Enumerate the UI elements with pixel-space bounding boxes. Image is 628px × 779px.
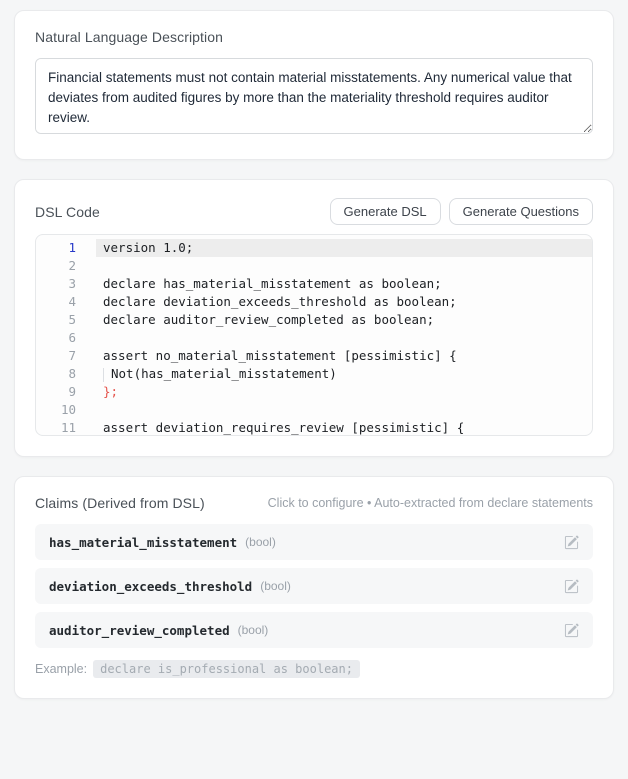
code-line-8[interactable] xyxy=(36,365,592,383)
line-number: 4 xyxy=(68,294,76,309)
line-number: 1 xyxy=(68,240,76,255)
natural-language-title: Natural Language Description xyxy=(35,29,224,45)
dsl-card-header xyxy=(35,198,593,225)
line-content: }; xyxy=(103,384,119,399)
line-content: declare has_material_misstatement as boolean; xyxy=(103,276,442,291)
generate-questions-button[interactable]: Generate Questions xyxy=(449,198,593,225)
claim-type: (bool) xyxy=(260,579,291,593)
line-content: declare auditor_review_completed as boolean; xyxy=(103,312,435,327)
line-number: 3 xyxy=(68,276,76,291)
natural-language-card xyxy=(14,10,614,160)
line-number: 11 xyxy=(60,420,76,435)
code-line-11[interactable] xyxy=(36,419,592,436)
line-content: assert deviation_requires_review [pessimistic] { xyxy=(103,420,465,435)
dsl-code-card xyxy=(14,179,614,457)
code-line-4[interactable] xyxy=(36,293,592,311)
claims-card-header xyxy=(35,495,593,511)
edit-claim-icon[interactable] xyxy=(564,535,579,550)
example-code-chip: declare is_professional as boolean; xyxy=(93,660,360,678)
line-content: assert no_material_misstatement [pessimistic] { xyxy=(103,348,457,363)
generate-dsl-button[interactable]: Generate DSL xyxy=(330,198,441,225)
edit-claim-icon[interactable] xyxy=(564,623,579,638)
line-content xyxy=(96,401,592,419)
claim-name: auditor_review_completed xyxy=(49,622,230,638)
claims-list xyxy=(35,524,593,648)
code-line-3[interactable] xyxy=(36,275,592,293)
line-number: 2 xyxy=(68,258,76,273)
claim-type: (bool) xyxy=(245,535,276,549)
dsl-code-editor[interactable] xyxy=(35,234,593,436)
code-line-5[interactable] xyxy=(36,311,592,329)
line-content: version 1.0; xyxy=(96,239,592,257)
claim-name: deviation_exceeds_threshold xyxy=(49,578,253,594)
line-content xyxy=(96,329,592,347)
claim-type: (bool) xyxy=(237,623,269,637)
line-number: 8 xyxy=(68,366,76,381)
code-line-1[interactable] xyxy=(36,239,592,257)
claim-row-deviation_exceeds_threshold[interactable] xyxy=(35,568,593,604)
claim-row-has_material_misstatement[interactable] xyxy=(35,524,593,560)
line-number: 7 xyxy=(68,348,76,363)
code-line-9[interactable] xyxy=(36,383,592,401)
claim-name: has_material_misstatement xyxy=(49,534,238,550)
natural-language-input[interactable] xyxy=(35,58,593,134)
line-number: 6 xyxy=(68,330,76,345)
example-label: Example: xyxy=(35,662,88,676)
indent-guide xyxy=(103,368,104,382)
line-content: declare deviation_exceeds_threshold as boolean; xyxy=(103,294,457,309)
line-content xyxy=(96,257,592,275)
claim-row-auditor_review_completed[interactable] xyxy=(35,612,593,648)
claims-card xyxy=(14,476,614,699)
edit-claim-icon[interactable] xyxy=(564,579,579,594)
claims-hint: Click to configure • Auto-extracted from declare statements xyxy=(267,496,593,510)
claims-title: Claims (Derived from DSL) xyxy=(35,495,205,511)
claims-example-line xyxy=(35,660,593,678)
line-number: 9 xyxy=(68,384,76,399)
line-content: Not(has_material_misstatement) xyxy=(96,365,592,383)
code-line-10[interactable] xyxy=(36,401,592,419)
code-line-6[interactable] xyxy=(36,329,592,347)
dsl-code-title: DSL Code xyxy=(35,203,100,220)
line-number: 10 xyxy=(60,402,76,417)
code-line-2[interactable] xyxy=(36,257,592,275)
line-number: 5 xyxy=(68,312,76,327)
code-line-7[interactable] xyxy=(36,347,592,365)
dsl-button-row xyxy=(330,198,593,225)
